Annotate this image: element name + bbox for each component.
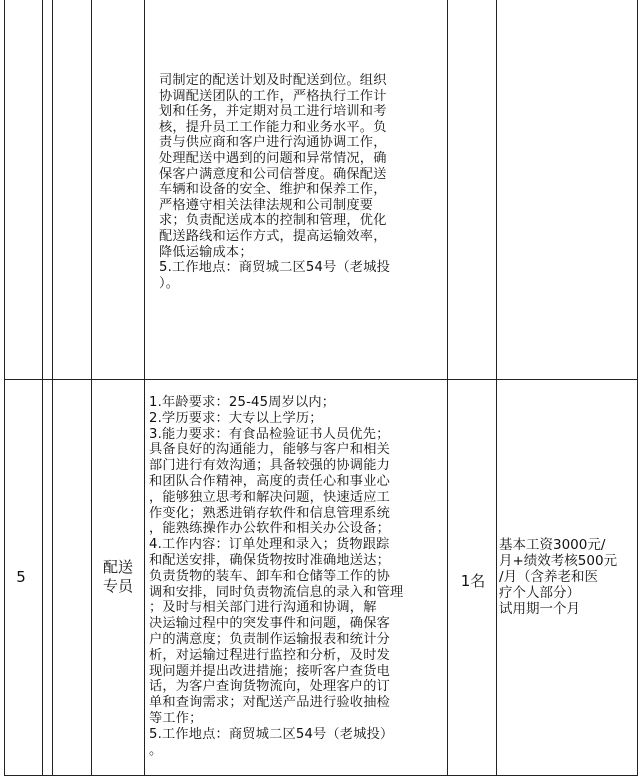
text-line: ，能够独立思考和解决问题，快速适应工 [149, 489, 390, 505]
text-line: 5.工作地点：商贸城二区54号（老城投 [159, 260, 390, 276]
requirements-text [149, 395, 403, 758]
column-divider [496, 0, 497, 776]
text-line: 疗个人部分） [499, 585, 580, 601]
duties-text [159, 73, 390, 291]
column-divider [144, 0, 145, 776]
text-line: ，能熟练操作办公软件和相关办公设备； [149, 521, 390, 537]
column-divider [447, 0, 448, 776]
table-border-bottom [4, 775, 638, 776]
text-line: 话，为客户查询货物流向，处理客户的订 [149, 679, 390, 695]
row-number: 5 [16, 568, 26, 586]
text-line: 求；负责配送成本的控制和管理，优化 [159, 213, 387, 229]
text-line: 决运输过程中的突发事件和问题，确保客 [149, 616, 390, 632]
text-line: 和团队合作精神，高度的责任心和事业心 [149, 473, 390, 489]
text-line: 4.工作内容：订单处理和录入；货物跟踪 [149, 537, 390, 553]
text-line: 车辆和设备的安全、维护和保养工作， [159, 182, 387, 198]
text-line: 严格遵守相关法律法规和公司制度要 [159, 197, 374, 213]
text-line: 保客户满意度和公司信誉度。确保配送 [159, 166, 387, 182]
text-line: 基本工资3000元/ [499, 537, 606, 553]
text-line: 现问题并提出改进措施；接听客户查货电 [149, 663, 390, 679]
text-line: 核，提升员工工作能力和业务水平。负 [159, 119, 387, 135]
text-line: 部门进行有效沟通；具备较强的协调能力 [149, 458, 390, 474]
text-line: 处理配送中遇到的问题和异常情况，确 [159, 150, 387, 166]
table-border-right [637, 0, 638, 776]
text-line: 户的满意度；负责制作运输报表和统计分 [149, 631, 390, 647]
text-line: 月+绩效考核500元 [499, 553, 618, 569]
text-line: 。 [149, 742, 163, 758]
text-line: 5.工作地点：商贸城二区54号（老城投） [149, 726, 394, 742]
text-line: 具备良好的沟通能力，能够与客户和相关 [149, 442, 390, 458]
column-divider [91, 0, 92, 776]
position-title-line: 配送 [102, 558, 133, 576]
table-border-left [4, 0, 5, 776]
text-line: 协调配送团队的工作，严格执行工作计 [159, 88, 387, 104]
text-line: ；及时与相关部门进行沟通和协调，解 [149, 600, 377, 616]
column-divider [52, 0, 53, 776]
headcount: 1名 [460, 572, 486, 590]
text-line: 责与供应商和客户进行沟通协调工作， [159, 135, 387, 151]
text-line: 调和安排，同时负责物流信息的录入和管理 [149, 584, 404, 600]
text-line: 降低运输成本； [159, 244, 253, 260]
text-line: 等工作； [149, 710, 203, 726]
text-line: 单和查询需求；对配送产品进行验收抽检 [149, 695, 390, 711]
text-line: 3.能力要求：有食品检验证书人员优先； [149, 426, 390, 442]
text-line: 析，对运输过程进行监控和分析，及时发 [149, 647, 390, 663]
text-line: 配送路线和运作方式，提高运输效率， [159, 228, 387, 244]
text-line: 2.学历要求：大专以上学历； [149, 410, 323, 426]
text-line: /月（含养老和医 [499, 569, 599, 585]
position-title [92, 558, 144, 596]
text-line: ）。 [159, 275, 180, 291]
text-line: 试用期一个月 [499, 601, 580, 617]
column-divider [42, 0, 43, 776]
text-line: 和配送安排，确保货物按时准确地送达； [149, 552, 390, 568]
salary-text [499, 537, 637, 617]
text-line: 1.年龄要求：25-45周岁以内； [149, 395, 336, 410]
row-divider [4, 379, 638, 380]
text-line: 负责货物的装车、卸车和仓储等工作的协 [149, 568, 390, 584]
text-line: 作变化；熟悉进销存软件和信息管理系统 [149, 505, 390, 521]
text-line: 司制定的配送计划及时配送到位。组织 [159, 73, 387, 88]
text-line: 划和任务，并定期对员工进行培训和考 [159, 104, 387, 120]
position-title-line: 专员 [102, 577, 133, 595]
